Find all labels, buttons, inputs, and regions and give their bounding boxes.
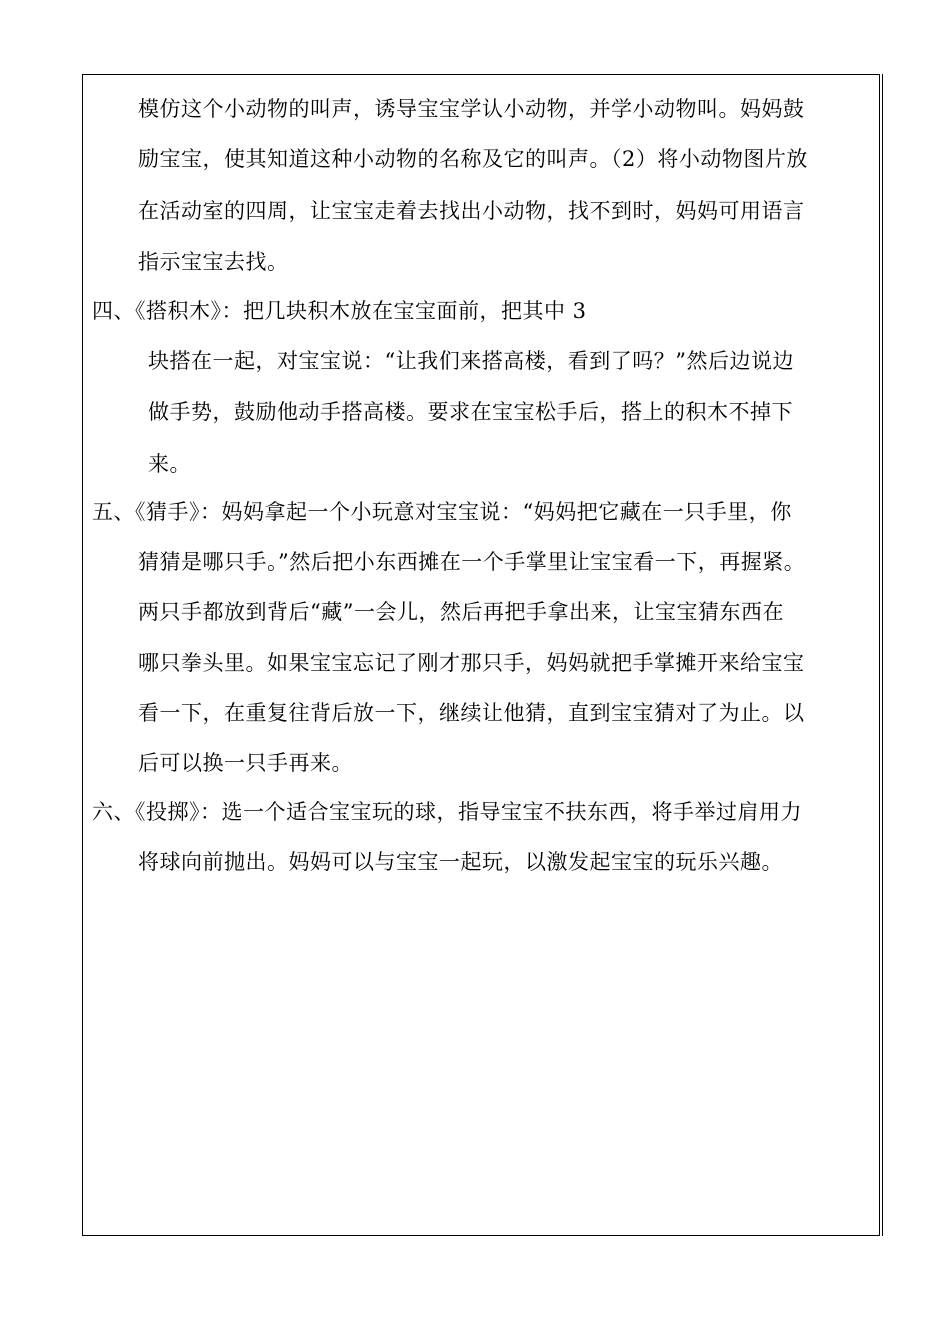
text-line-11: 两只手都放到背后“藏”一会儿，然后再把手拿出来，让宝宝猜东西在 bbox=[138, 600, 784, 624]
text-line-10: 猜猜是哪只手。”然后把小东西摊在一个手掌里让宝宝看一下，再握紧。 bbox=[138, 550, 806, 574]
text-line-14: 后可以换一只手再来。 bbox=[138, 751, 353, 775]
section-heading-4: 四、《搭积木》：把几块积木放在宝宝面前，把其中 3 bbox=[92, 299, 587, 323]
section-heading-5: 五、《猜手》：妈妈拿起一个小玩意对宝宝说：“妈妈把它藏在一只手里，你 bbox=[92, 500, 792, 524]
text-line-1: 模仿这个小动物的叫声，诱导宝宝学认小动物，并学小动物叫。妈妈鼓 bbox=[138, 97, 805, 121]
text-line-6: 块搭在一起，对宝宝说：“让我们来搭高楼，看到了吗？”然后边说边 bbox=[148, 349, 794, 373]
text-line-3: 在活动室的四周，让宝宝走着去找出小动物，找不到时，妈妈可用语言 bbox=[138, 199, 805, 223]
text-line-16: 将球向前抛出。妈妈可以与宝宝一起玩，以激发起宝宝的玩乐兴趣。 bbox=[138, 850, 783, 874]
section-heading-6: 六、《投掷》：选一个适合宝宝玩的球，指导宝宝不扶东西，将手举过肩用力 bbox=[92, 800, 802, 824]
text-line-12: 哪只拳头里。如果宝宝忘记了刚才那只手，妈妈就把手掌摊开来给宝宝 bbox=[138, 651, 805, 675]
text-line-7: 做手势，鼓励他动手搭高楼。要求在宝宝松手后，搭上的积木不掉下 bbox=[148, 400, 793, 424]
text-line-2: 励宝宝，使其知道这种小动物的名称及它的叫声。（2）将小动物图片放 bbox=[138, 147, 808, 171]
text-line-13: 看一下，在重复往背后放一下，继续让他猜，直到宝宝猜对了为止。以 bbox=[138, 701, 805, 725]
text-line-8: 来。 bbox=[148, 452, 191, 476]
text-line-4: 指示宝宝去找。 bbox=[138, 250, 289, 274]
